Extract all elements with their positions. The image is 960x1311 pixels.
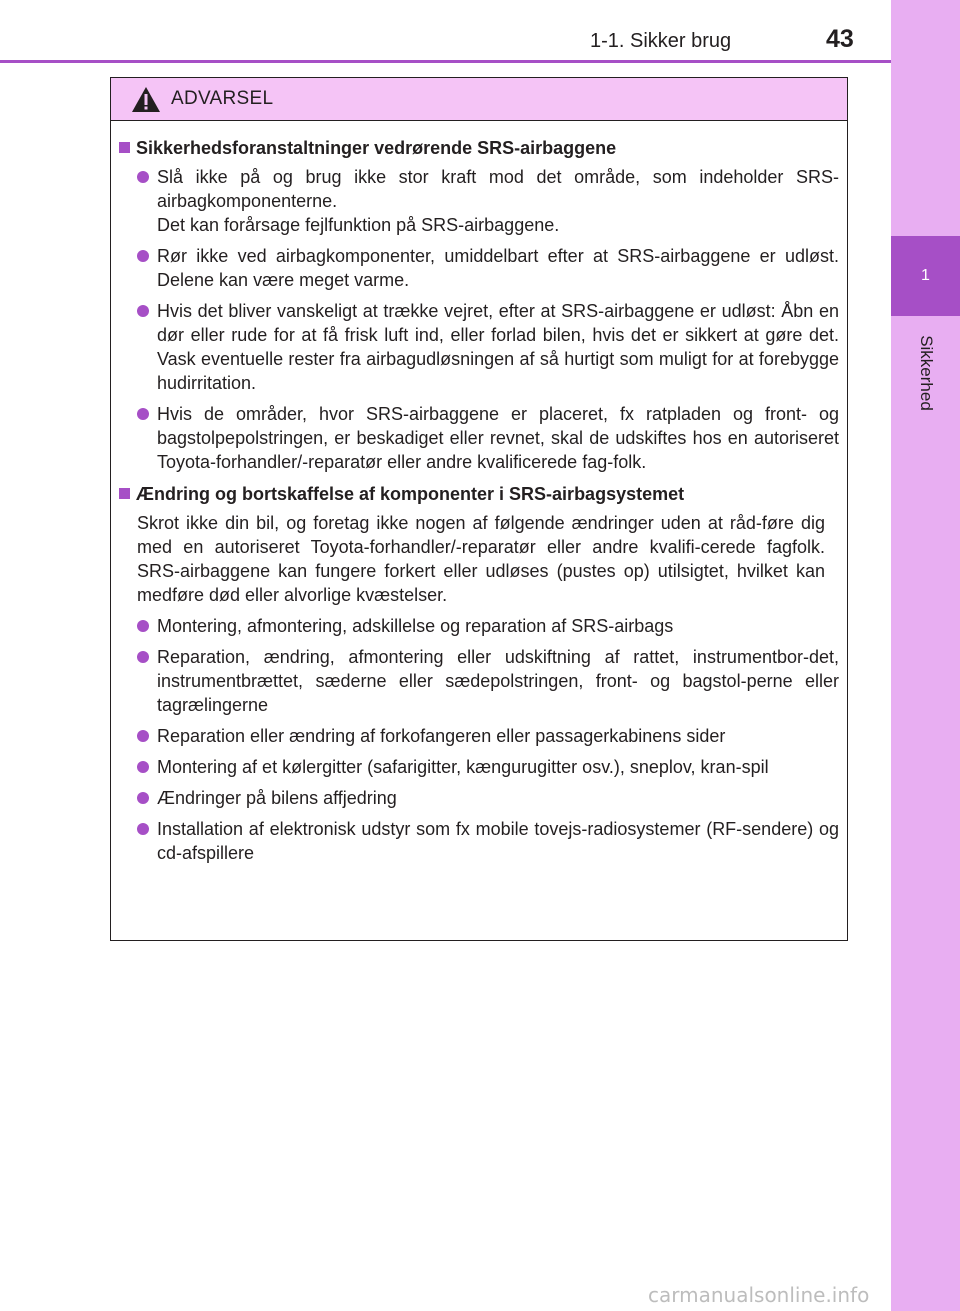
bullet-item [119, 817, 839, 865]
bullet-dot-icon [137, 651, 149, 663]
bullet-text: Reparation eller ændring af forkofangeren eller passagerkabinens sider [157, 726, 726, 746]
warning-box [110, 77, 848, 941]
side-tab [891, 0, 960, 1311]
bullet-dot-icon [137, 730, 149, 742]
header-divider [0, 60, 891, 63]
section-heading [119, 135, 839, 161]
bullet-item [119, 165, 839, 237]
bullet-dot-icon [137, 620, 149, 632]
warning-header [111, 78, 847, 121]
section-heading [119, 481, 839, 507]
bullet-item [119, 755, 839, 779]
chapter-number: 1 [921, 267, 930, 284]
section-intro: Skrot ikke din bil, og foretag ikke nogen af følgende ændringer uden at råd-føre dig med en autoriseret Toyota-forhandler/-reparatør eller andre kvalifi-cerede fagfolk. SRS-airbaggene kan fungere forkert eller udløses (pustes op) utilsigtet, hvilket kan medføre død eller alvorlige kvæstelser. [137, 513, 825, 605]
bullet-dot-icon [137, 792, 149, 804]
bullet-text: Montering af et kølergitter (safarigitter, kængurugitter osv.), sneplov, kran-spil [157, 757, 769, 777]
bullet-text: Ændringer på bilens affjedring [157, 788, 397, 808]
bullet-dot-icon [137, 305, 149, 317]
bullet-dot-icon [137, 761, 149, 773]
chapter-title-tab [891, 318, 960, 428]
bullet-text: Slå ikke på og brug ikke stor kraft mod det område, som indeholder SRS-airbagkomponenterne. [157, 167, 839, 211]
bullet-item [119, 786, 839, 810]
square-bullet-icon [119, 488, 130, 499]
chapter-title: Sikkerhed [916, 335, 936, 411]
bullet-item [119, 645, 839, 717]
bullet-text: Reparation, ændring, afmontering eller udskiftning af rattet, instrumentbor-det, instrumentbrættet, sæderne eller sædepolstringen, front- og bagstol-perne eller tagrælingerne [157, 647, 839, 715]
bullet-text: Montering, afmontering, adskillelse og reparation af SRS-airbags [157, 616, 674, 636]
bullet-text: Installation af elektronisk udstyr som fx mobile tovejs-radiosystemer (RF-sendere) og cd-afspillere [157, 819, 839, 863]
bullet-dot-icon [137, 250, 149, 262]
bullet-dot-icon [137, 171, 149, 183]
bullet-text: Hvis de områder, hvor SRS-airbaggene er placeret, fx ratpladen og front- og bagstolpepolstringen, er beskadiget eller revnet, skal de udskiftes hos en autoriseret Toyota-forhandler/-reparatør eller andre kvalificerede fag-folk. [157, 404, 839, 472]
square-bullet-icon [119, 142, 130, 153]
section-heading-text: Ændring og bortskaffelse af komponenter i SRS-airbagsystemet [136, 484, 685, 504]
bullet-note: Det kan forårsage fejlfunktion på SRS-airbaggene. [157, 215, 560, 235]
bullet-item [119, 402, 839, 474]
warning-title: ADVARSEL [171, 88, 274, 109]
bullet-item [119, 299, 839, 395]
chapter-number-tab [891, 236, 960, 316]
bullet-item [119, 724, 839, 748]
bullet-item [119, 614, 839, 638]
bullet-text: Hvis det bliver vanskeligt at trække vejret, efter at SRS-airbaggene er udløst: Åbn en dør eller rude for at få frisk luft ind, eller forlad bilen, hvis det er sikkert at gøre det. Vask eventuelle rester fra airbagudløsningen af så hurtigt som muligt for at forebygge hudirritation. [157, 301, 839, 393]
header-section-title: 1-1. Sikker brug [590, 30, 732, 52]
bullet-text: Rør ikke ved airbagkomponenter, umiddelbart efter at SRS-airbaggene er udløst. Delene kan være meget varme. [157, 246, 839, 290]
warning-triangle-icon [131, 86, 161, 113]
warning-content [111, 121, 847, 865]
bullet-item [119, 244, 839, 292]
bullet-dot-icon [137, 823, 149, 835]
bullet-dot-icon [137, 408, 149, 420]
section-heading-text: Sikkerhedsforanstaltninger vedrørende SRS-airbaggene [136, 138, 617, 158]
watermark: carmanualsonline.info [648, 1283, 870, 1307]
page-number: 43 [826, 25, 854, 53]
